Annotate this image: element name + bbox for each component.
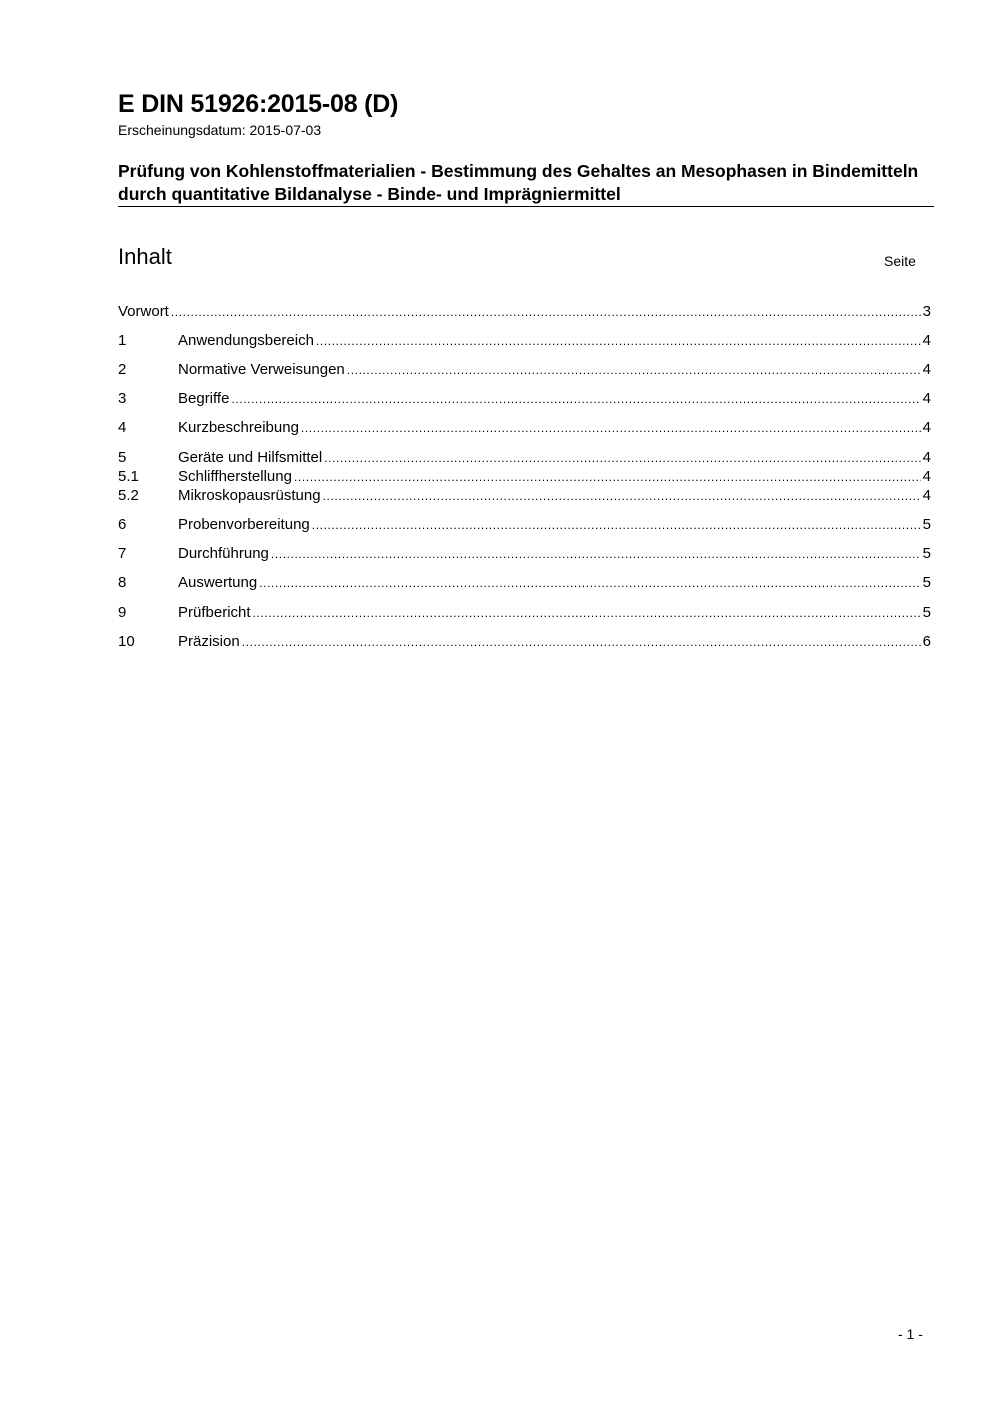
toc-entry-title: Anwendungsbereich — [178, 332, 314, 349]
toc-entry-title: Vorwort — [118, 303, 169, 320]
toc-entry-title: Normative Verweisungen — [178, 361, 345, 378]
toc-dot-leader — [323, 487, 921, 506]
toc-entry-page: 4 — [922, 361, 931, 378]
toc-entry-title: Kurzbeschreibung — [178, 419, 299, 436]
toc-entry-page: 4 — [922, 468, 931, 485]
toc-dot-leader — [312, 516, 921, 535]
toc-entry-page: 4 — [922, 390, 931, 407]
toc-entry-1[interactable] — [118, 331, 931, 350]
contents-heading: Inhalt — [118, 244, 172, 269]
toc-entry-page: 4 — [922, 419, 931, 436]
toc-entry-page: 3 — [922, 303, 931, 320]
toc-entry-page: 5 — [922, 545, 931, 562]
toc-dot-leader — [242, 633, 921, 652]
toc-entry-title: Auswertung — [178, 574, 258, 591]
toc-dot-leader — [347, 361, 921, 380]
toc-entry-number: 5.2 — [118, 487, 139, 504]
toc-entry-number: 10 — [118, 633, 135, 650]
toc-entry-page: 6 — [922, 633, 931, 650]
toc-entry-number: 8 — [118, 574, 127, 591]
toc-entry-page: 5 — [922, 574, 931, 591]
toc-entry-number: 7 — [118, 545, 127, 562]
toc-entry-vorwort[interactable] — [118, 302, 931, 321]
toc-entry-title: Geräte und Hilfsmittel — [178, 449, 323, 466]
page-column-label: Seite — [884, 253, 916, 269]
toc-entry-6[interactable] — [118, 515, 931, 534]
toc-entry-number: 4 — [118, 419, 127, 436]
document-title: Prüfung von Kohlenstoffmaterialien - Bestimmung des Gehaltes an Mesophasen in Bindemitteln durch quantitative Bildanalyse - Binde- und Imprägniermittel — [118, 161, 919, 204]
toc-entry-number: 9 — [118, 604, 127, 621]
toc-entry-5[interactable] — [118, 448, 931, 467]
toc-entry-title: Schliffherstellung — [178, 468, 292, 485]
toc-dot-leader — [171, 303, 921, 322]
toc-entry-title: Begriffe — [178, 390, 230, 407]
toc-entry-number: 2 — [118, 361, 127, 378]
toc-entry-title: Prüfbericht — [178, 604, 251, 621]
toc-dot-leader — [324, 449, 920, 468]
toc-entry-title: Durchführung — [178, 545, 269, 562]
toc-entry-7[interactable] — [118, 544, 931, 563]
toc-entry-number: 1 — [118, 332, 127, 349]
toc-entry-page: 4 — [922, 487, 931, 504]
toc-entry-number: 5.1 — [118, 468, 139, 485]
publication-date: Erscheinungsdatum: 2015-07-03 — [118, 122, 322, 138]
toc-entry-page: 5 — [922, 604, 931, 621]
toc-entry-3[interactable] — [118, 389, 931, 408]
toc-dot-leader — [259, 574, 920, 593]
toc-entry-page: 4 — [922, 449, 931, 466]
footer-page-number: - 1 - — [898, 1326, 923, 1342]
toc-dot-leader — [231, 390, 920, 409]
toc-entry-number: 5 — [118, 449, 127, 466]
toc-dot-leader — [316, 332, 921, 351]
toc-entry-8[interactable] — [118, 573, 931, 592]
toc-entry-title: Probenvorbereitung — [178, 516, 310, 533]
toc-dot-leader — [294, 468, 921, 487]
document-id: E DIN 51926:2015-08 (D) — [118, 90, 399, 118]
toc-entry-5-2[interactable] — [118, 486, 931, 505]
toc-entry-9[interactable] — [118, 603, 931, 622]
toc-entry-page: 4 — [922, 332, 931, 349]
toc-entry-page: 5 — [922, 516, 931, 533]
toc-entry-title: Mikroskopausrüstung — [178, 487, 321, 504]
toc-entry-number: 3 — [118, 390, 127, 407]
toc-dot-leader — [253, 604, 921, 623]
toc-entry-number: 6 — [118, 516, 127, 533]
toc-entry-5-1[interactable] — [118, 467, 931, 486]
toc-dot-leader — [271, 545, 921, 564]
toc-entry-10[interactable] — [118, 632, 931, 651]
toc-entry-title: Präzision — [178, 633, 240, 650]
toc-entry-4[interactable] — [118, 418, 931, 437]
toc-entry-2[interactable] — [118, 360, 931, 379]
toc-dot-leader — [301, 419, 921, 438]
title-divider — [118, 206, 934, 207]
